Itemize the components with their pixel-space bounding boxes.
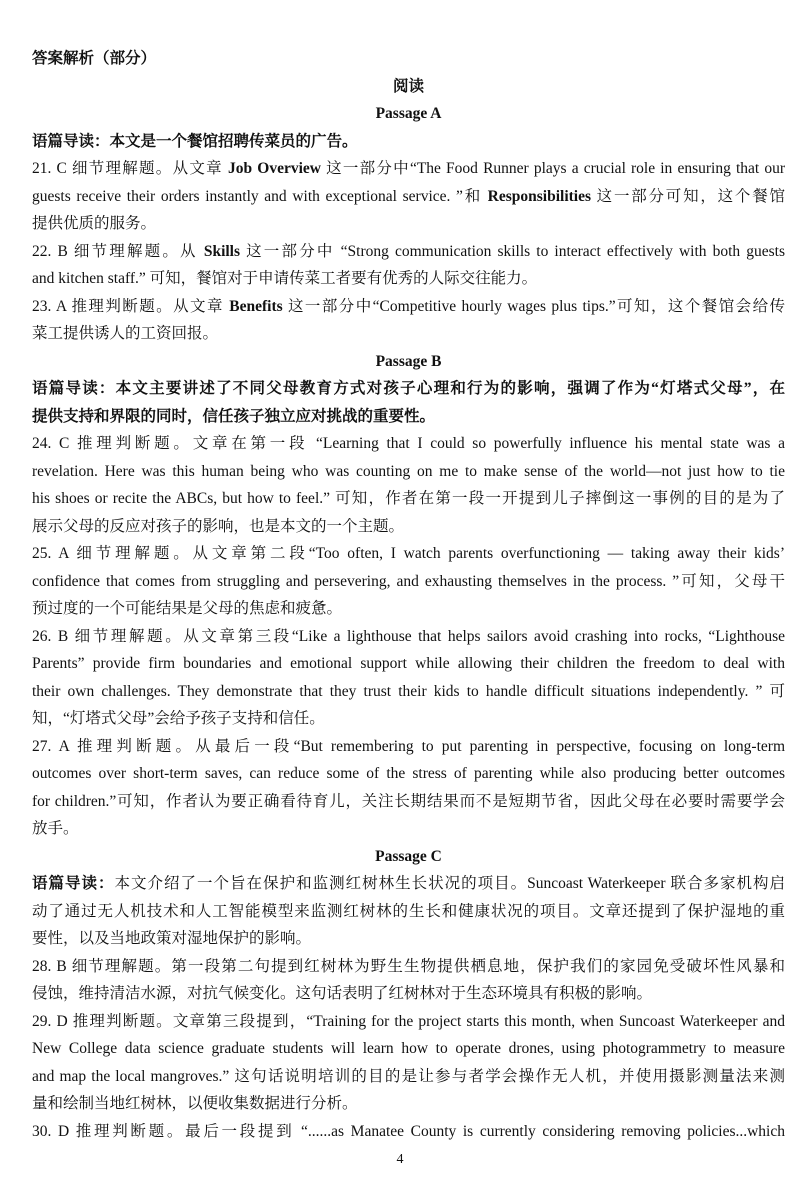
- document-title: 答案解析（部分）: [32, 50, 157, 67]
- text-segment: guests receive their orders instantly and with exceptional service. ”和: [32, 187, 488, 205]
- answer-paragraph: [32, 870, 785, 953]
- text-line: [32, 760, 785, 788]
- bold-text: Benefits: [229, 297, 283, 315]
- text-line: [32, 595, 785, 623]
- text-segment: 要性，以及当地政策对湿地保护的影响。: [32, 930, 312, 947]
- text-segment: 这一部分中“The Food Runner plays a crucial role in ensuring that our: [320, 160, 785, 177]
- text-segment: 量和绘制当地红树林，以便收集数据进行分析。: [32, 1095, 358, 1112]
- passage-heading: [32, 348, 785, 376]
- answer-paragraph: [32, 953, 785, 1008]
- text-line: [32, 623, 785, 651]
- text-line: [32, 293, 785, 321]
- text-segment: and map the local mangroves.” 这句话说明培训的目的是让参与者学会操作无人机，并使用摄影测量法来测: [32, 1067, 785, 1085]
- text-line: [32, 238, 785, 266]
- text-segment: confidence that comes from struggling and persevering, and exhausting themselves in the process. ”可知，父母干: [32, 572, 785, 590]
- bold-text: Job Overview: [228, 160, 321, 177]
- text-line: [32, 513, 785, 541]
- text-segment: their own challenges. They demonstrate that they trust their kids to handle difficult situations independently. ” 可: [32, 682, 785, 700]
- answer-paragraph: [32, 540, 785, 623]
- bold-text: 语篇导读：: [32, 875, 115, 892]
- answer-paragraph: [32, 430, 785, 540]
- text-segment: 这一部分可知，这个餐馆: [591, 187, 785, 205]
- text-segment: 菜工提供诱人的工资回报。: [32, 325, 219, 342]
- text-segment: 动了通过无人机技术和人工智能模型来监测红树林的生长和健康状况的项目。文章还提到了保护湿地的重: [32, 902, 785, 920]
- text-line: [32, 265, 785, 293]
- text-segment: 29. D 推理判断题。文章第三段提到，“Training for the project starts this month, when Suncoast Waterkeeper and: [32, 1012, 785, 1030]
- text-line: [32, 733, 785, 761]
- text-line: [32, 430, 785, 458]
- answer-paragraph: [32, 128, 785, 156]
- bold-text: 提供支持和界限的同时，信任孩子独立应对挑战的重要性。: [32, 407, 436, 425]
- text-line: [32, 980, 785, 1008]
- text-line: [32, 1090, 785, 1118]
- text-line: [32, 650, 785, 678]
- text-segment: 21. C 细节理解题。从文章: [32, 160, 229, 177]
- text-segment: 28. B 细节理解题。第一段第二句提到红树林为野生生物提供栖息地，保护我们的家园免受破坏性风暴和: [32, 957, 785, 975]
- text-segment: Passage C: [375, 847, 442, 865]
- answer-paragraph: [32, 155, 785, 238]
- text-segment: 22. B 细节理解题。从: [32, 242, 204, 260]
- text-line: [32, 1063, 785, 1091]
- text-line: [32, 925, 785, 953]
- text-line: [32, 788, 785, 816]
- text-segment: Passage A: [375, 105, 442, 122]
- text-line: [32, 953, 785, 981]
- text-line: [32, 485, 785, 513]
- text-line: [32, 870, 785, 898]
- text-segment: 知，“灯塔式父母”会给予孩子支持和信任。: [32, 710, 325, 727]
- bold-text: Responsibilities: [487, 187, 592, 205]
- text-line: [32, 128, 785, 156]
- text-line: [32, 210, 785, 238]
- page-number: 4: [396, 1152, 404, 1167]
- text-line: [32, 678, 785, 706]
- text-line: [32, 1118, 785, 1146]
- answer-paragraph: [32, 293, 785, 348]
- answer-paragraph: [32, 1118, 785, 1146]
- text-line: [32, 843, 785, 871]
- text-segment: 侵蚀，维持清洁水源，对抗气候变化。这句话表明了红树林对于生态环境具有积极的影响。: [32, 985, 653, 1002]
- text-line: [32, 100, 785, 128]
- bold-text: 语篇导读：本文主要讲述了不同父母教育方式对孩子心理和行为的影响，强调了作为“灯塔式父母”，在: [32, 380, 785, 397]
- text-segment: 23. A 推理判断题。从文章: [32, 297, 230, 315]
- section-heading: 阅读: [392, 77, 424, 95]
- text-segment: revelation. Here was this human being who was counting on me to make sense of the world—not just how to tie: [32, 462, 785, 480]
- text-segment: outcomes over short-term saves, can reduce some of the stress of parenting while also producing better outcomes: [32, 765, 785, 782]
- text-line: [32, 183, 785, 211]
- answer-paragraph: [32, 238, 785, 293]
- text-segment: and kitchen staff.” 可知，餐馆对于申请传菜工者要有优秀的人际交往能力。: [32, 270, 538, 287]
- text-segment: 27. A 推理判断题。从最后一段“But remembering to put parenting in perspective, focusing on long-term: [32, 737, 785, 755]
- text-line: [32, 568, 785, 596]
- text-line: [32, 320, 785, 348]
- bold-text: 语篇导读：本文是一个餐馆招聘传菜员的广告。: [32, 132, 358, 150]
- text-line: [32, 540, 785, 568]
- text-segment: Passage B: [375, 352, 442, 370]
- text-segment: 展示父母的反应对孩子的影响，也是本文的一个主题。: [32, 517, 405, 535]
- text-segment: 30. D 推理判断题。最后一段提到 “......as Manatee County is currently considering removing policies...which: [32, 1122, 785, 1140]
- answer-paragraph: [32, 1008, 785, 1118]
- text-line: [32, 898, 785, 926]
- text-segment: his shoes or recite the ABCs, but how to feel.” 可知，作者在第一段一开提到儿子摔倒这一事例的目的是为了: [32, 490, 785, 507]
- text-segment: New College data science graduate students will learn how to operate drones, using photogrammetry to measure: [32, 1040, 785, 1057]
- passage-heading: [32, 843, 785, 871]
- answer-paragraph: [32, 375, 785, 430]
- text-line: [32, 403, 785, 431]
- text-segment: Parents” provide firm boundaries and emotional support while allowing their children the freedom to deal with: [32, 655, 785, 672]
- text-line: [32, 348, 785, 376]
- content-blocks: [32, 100, 785, 1145]
- bold-text: Skills: [203, 242, 241, 260]
- answer-paragraph: [32, 623, 785, 733]
- text-segment: 放手。: [32, 820, 79, 837]
- text-segment: 24. C 推理判断题。文章在第一段 “Learning that I could so powerfully influence his mental state was a: [32, 435, 785, 452]
- text-segment: 25. A 细节理解题。从文章第二段“Too often, I watch parents overfunctioning — taking away their kids’: [32, 545, 785, 562]
- text-line: [32, 1008, 785, 1036]
- text-segment: 这一部分中 “Strong communication skills to interact effectively with both guests: [240, 242, 785, 260]
- text-segment: for children.”可知，作者认为要正确看待育儿，关注长期结果而不是短期节省，因此父母在必要时需要学会: [32, 792, 785, 810]
- text-segment: 提供优质的服务。: [32, 215, 157, 232]
- text-segment: 这一部分中“Competitive hourly wages plus tips.”可知，这个餐馆会给传: [282, 297, 785, 315]
- text-segment: 26. B 细节理解题。从文章第三段“Like a lighthouse that helps sailors avoid crashing into rocks, “Lighthouse: [32, 627, 785, 645]
- text-line: [32, 375, 785, 403]
- text-line: [32, 458, 785, 486]
- answer-paragraph: [32, 733, 785, 843]
- text-segment: 本文介绍了一个旨在保护和监测红树林生长状况的项目。Suncoast Waterkeeper 联合多家机构启: [114, 875, 785, 892]
- text-line: [32, 815, 785, 843]
- text-segment: 预过度的一个可能结果是父母的焦虑和疲惫。: [32, 600, 343, 617]
- text-line: [32, 1035, 785, 1063]
- text-line: [32, 705, 785, 733]
- answer-analysis-page: [32, 45, 785, 1145]
- passage-heading: [32, 100, 785, 128]
- text-line: [32, 155, 785, 183]
